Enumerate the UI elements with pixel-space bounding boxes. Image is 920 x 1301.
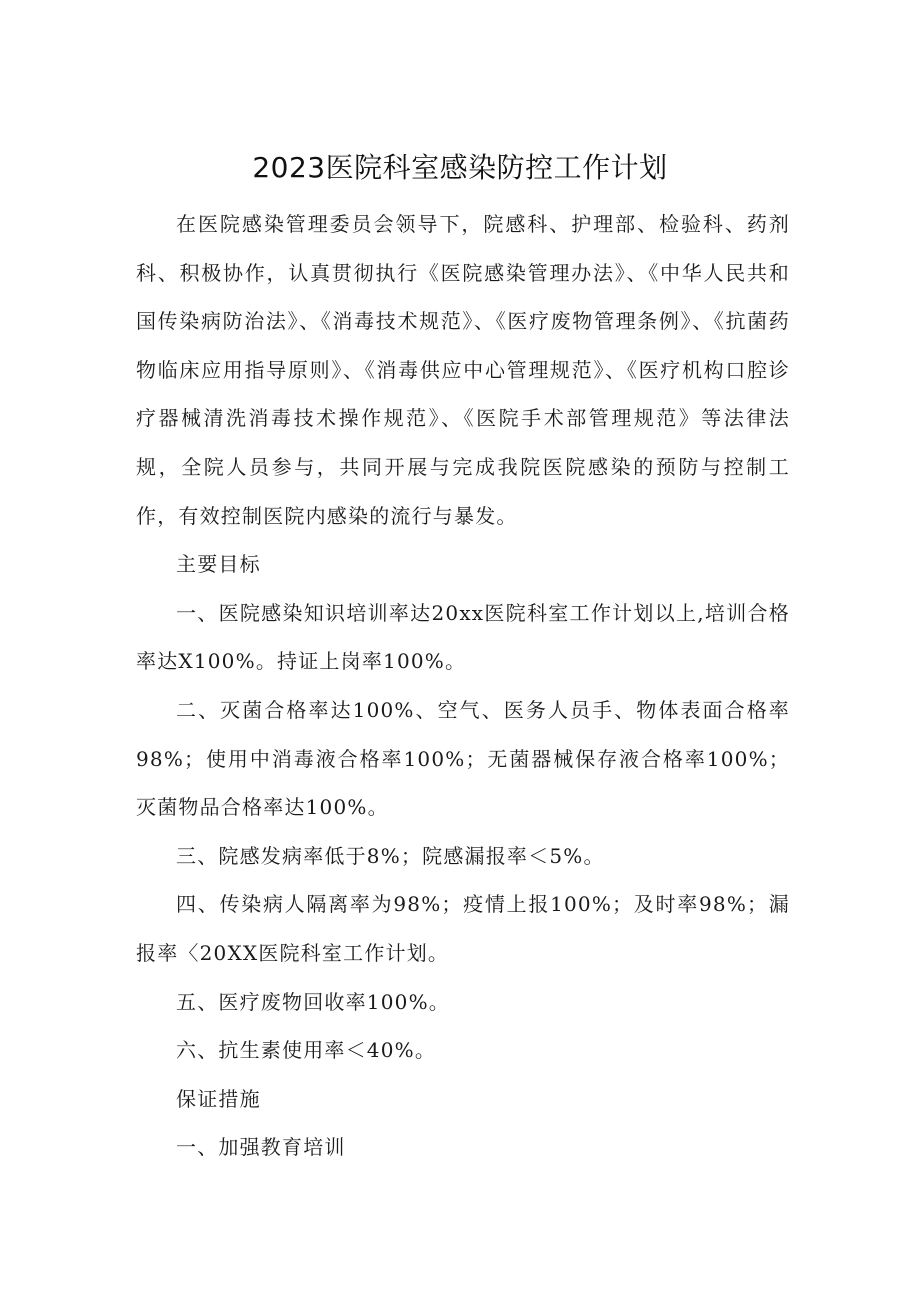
goal-item-4: 四、传染病人隔离率为98%；疫情上报100%；及时率98%；漏报率〈20XX医院科室工作计划。 <box>136 892 790 965</box>
goal-item-3: 三、院感发病率低于8%；院感漏报率＜5%。 <box>176 843 605 868</box>
goal-item-1: 一、医院感染知识培训率达20xx医院科室工作计划以上,培训合格率达X100%。持证上岗率100%。 <box>136 600 790 674</box>
goal-item-5: 五、医疗废物回收率100%。 <box>176 989 450 1014</box>
document-body <box>136 200 790 1172</box>
goal-item-2: 二、灭菌合格率达100%、空气、医务人员手、物体表面合格率98%；使用中消毒液合格率100%；无菌器械保存液合格率100%；灭菌物品合格率达100%。 <box>136 697 790 820</box>
document-title: 2023医院科室感染防控工作计划 <box>252 151 668 184</box>
measure-item-1: 一、加强教育培训 <box>176 1135 346 1160</box>
section-heading-main-goals: 主要目标 <box>176 552 261 577</box>
section-heading-measures: 保证措施 <box>176 1086 261 1111</box>
intro-paragraph: 在医院感染管理委员会领导下，院感科、护理部、检验科、药剂科、积极协作，认真贯彻执行《医院感染管理办法》、《中华人民共和国传染病防治法》、《消毒技术规范》、《医疗废物管理条例》、《抗菌药物临床应用指导原则》、《消毒供应中心管理规范》、《医疗机构口腔诊疗器械清洗消毒技术操作规范》、《医院手术部管理规范》等法律法规，全院人员参与，共同开展与完成我院医院感染的预防与控制工作，有效控制医院内感染的流行与暴发。 <box>136 212 790 528</box>
goal-item-6: 六、抗生素使用率＜40%。 <box>176 1038 437 1063</box>
